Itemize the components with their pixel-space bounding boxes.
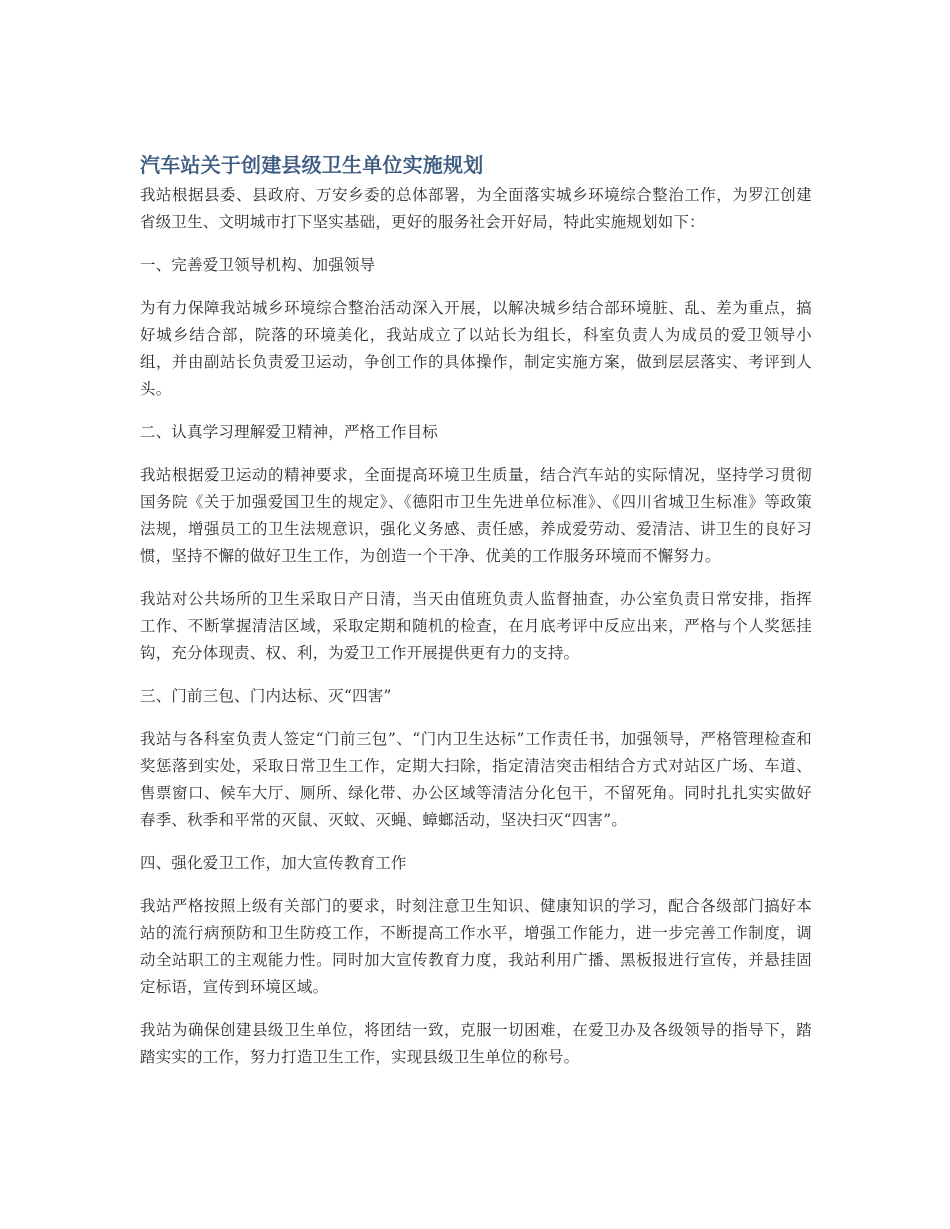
document-body: [140, 150, 812, 1087]
section-2-paragraph-1: 我站根据爱卫运动的精神要求，全面提高环境卫生质量，结合汽车站的实际情况，坚持学习贯彻国务院《关于加强爱国卫生的规定》、《德阳市卫生先进单位标准》、《四川省城卫生标准》等政策法规，增强员工的卫生法规意识，强化义务感、责任感，养成爱劳动、爱清洁、讲卫生的良好习惯，坚持不懈的做好卫生工作，为创造一个干净、优美的工作服务环境而不懈努力。: [140, 466, 812, 565]
section-1-paragraph: 为有力保障我站城乡环境综合整治活动深入开展，以解决城乡结合部环境脏、乱、差为重点，搞好城乡结合部，院落的环境美化，我站成立了以站长为组长，科室负责人为成员的爱卫领导小组，并由副站长负责爱卫运动，争创工作的具体操作，制定实施方案，做到层层落实、考评到人头。: [140, 299, 812, 398]
closing-paragraph: 我站为确保创建县级卫生单位，将团结一致，克服一切困难，在爱卫办及各级领导的指导下，踏踏实实的工作，努力打造卫生工作，实现县级卫生单位的称号。: [140, 1021, 812, 1066]
section-3-paragraph: 我站与各科室负责人签定“门前三包”、“门内卫生达标”工作责任书，加强领导，严格管理检查和奖惩落到实处，采取日常卫生工作，定期大扫除，指定清洁突击相结合方式对站区广场、车道、售票窗口、候车大厅、厕所、绿化带、办公区域等清洁分化包干，不留死角。同时扎扎实实做好春季、秋季和平常的灭鼠、灭蚊、灭蝇、蟑螂活动，坚决扫灭“四害”。: [140, 730, 812, 829]
document-title: 汽车站关于创建县级卫生单位实施规划: [140, 153, 484, 177]
intro-paragraph: 我站根据县委、县政府、万安乡委的总体部署，为全面落实城乡环境综合整治工作，为罗江创建省级卫生、文明城市打下坚实基础，更好的服务社会开好局，特此实施规划如下：: [140, 186, 812, 231]
section-4-heading: 四、强化爱卫工作，加大宣传教育工作: [140, 854, 407, 872]
section-2-heading: 二、认真学习理解爱卫精神，严格工作目标: [140, 423, 439, 441]
section-3-heading: 三、门前三包、门内达标、灭“四害”: [140, 687, 392, 705]
section-4-paragraph: 我站严格按照上级有关部门的要求，时刻注意卫生知识、健康知识的学习，配合各级部门搞好本站的流行病预防和卫生防疫工作，不断提高工作水平，增强工作能力，进一步完善工作制度，调动全站职工的主观能力性。同时加大宣传教育力度，我站利用广播、黑板报进行宣传，并悬挂固定标语，宣传到环境区域。: [140, 897, 812, 996]
section-1-heading: 一、完善爱卫领导机构、加强领导: [140, 256, 376, 274]
section-2-paragraph-2: 我站对公共场所的卫生采取日产日清，当天由值班负责人监督抽查，办公室负责日常安排，指挥工作、不断掌握清洁区域，采取定期和随机的检查，在月底考评中反应出来，严格与个人奖惩挂钩，充分体现责、权、利，为爱卫工作开展提供更有力的支持。: [140, 590, 812, 662]
